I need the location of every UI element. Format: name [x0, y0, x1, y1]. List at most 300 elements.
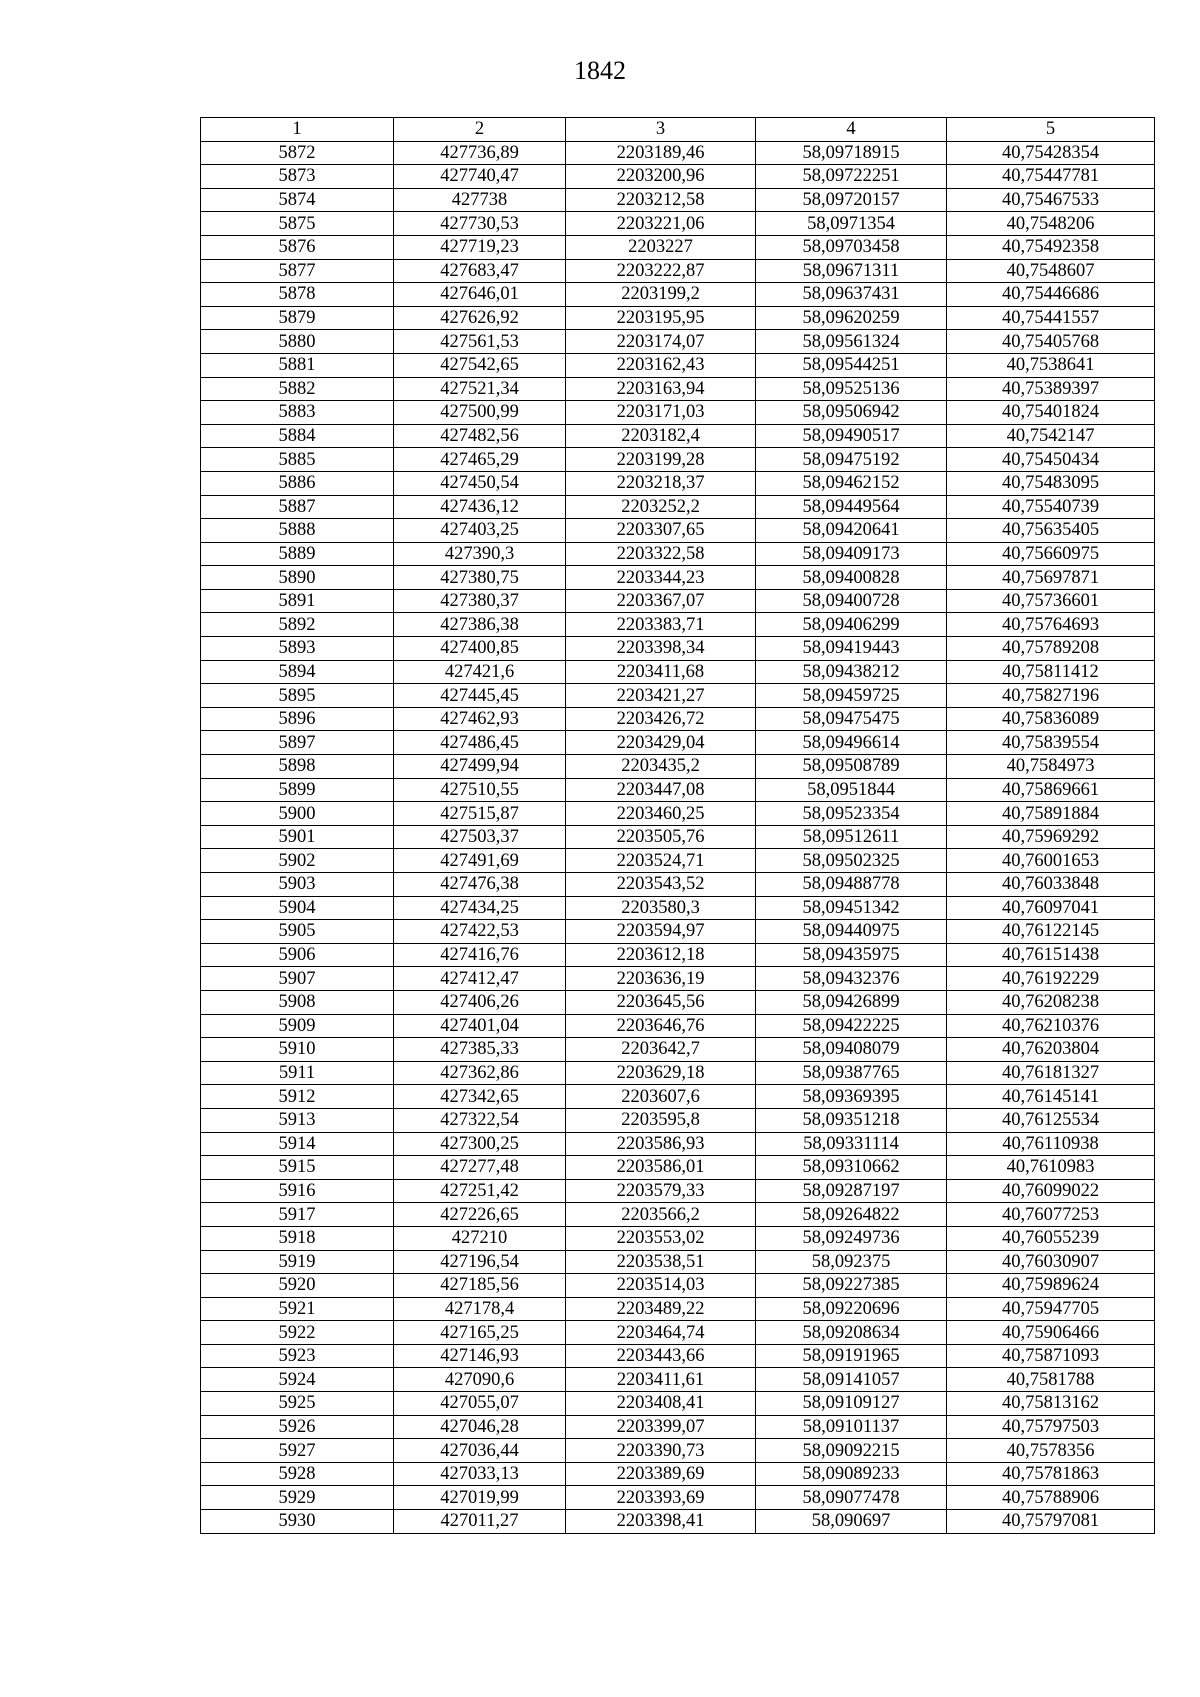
y-coordinate-cell: 2203646,76: [566, 1014, 756, 1038]
y-coordinate-cell: 2203586,93: [566, 1132, 756, 1156]
x-coordinate-cell: 427683,47: [394, 259, 566, 283]
y-coordinate-cell: 2203163,94: [566, 377, 756, 401]
coordinates-table: [200, 117, 1155, 1534]
latitude-cell: 58,0951844: [756, 778, 947, 802]
latitude-cell: 58,09671311: [756, 259, 947, 283]
table-row: [201, 1392, 1155, 1416]
x-coordinate-cell: 427406,26: [394, 990, 566, 1014]
longitude-cell: 40,75788906: [947, 1486, 1155, 1510]
y-coordinate-cell: 2203389,69: [566, 1462, 756, 1486]
longitude-cell: 40,75797503: [947, 1415, 1155, 1439]
longitude-cell: 40,7548607: [947, 259, 1155, 283]
point-number-cell: 5890: [201, 566, 394, 590]
x-coordinate-cell: 427738: [394, 188, 566, 212]
latitude-cell: 58,09426899: [756, 990, 947, 1014]
longitude-cell: 40,76001653: [947, 849, 1155, 873]
x-coordinate-cell: 427165,25: [394, 1321, 566, 1345]
longitude-cell: 40,75405768: [947, 330, 1155, 354]
latitude-cell: 58,09077478: [756, 1486, 947, 1510]
table-row: [201, 141, 1155, 165]
latitude-cell: 58,09422225: [756, 1014, 947, 1038]
y-coordinate-cell: 2203398,41: [566, 1510, 756, 1534]
longitude-cell: 40,75813162: [947, 1392, 1155, 1416]
latitude-cell: 58,09208634: [756, 1321, 947, 1345]
table-body: [201, 141, 1155, 1533]
longitude-cell: 40,75789208: [947, 637, 1155, 661]
longitude-cell: 40,76151438: [947, 943, 1155, 967]
longitude-cell: 40,75891884: [947, 802, 1155, 826]
table-row: [201, 1226, 1155, 1250]
y-coordinate-cell: 2203464,74: [566, 1321, 756, 1345]
x-coordinate-cell: 427521,34: [394, 377, 566, 401]
y-coordinate-cell: 2203383,71: [566, 613, 756, 637]
x-coordinate-cell: 427380,75: [394, 566, 566, 590]
x-coordinate-cell: 427434,25: [394, 896, 566, 920]
longitude-cell: 40,75492358: [947, 235, 1155, 259]
table-row: [201, 519, 1155, 543]
latitude-cell: 58,09459725: [756, 684, 947, 708]
table-row: [201, 471, 1155, 495]
y-coordinate-cell: 2203227: [566, 235, 756, 259]
table-row: [201, 1156, 1155, 1180]
table-row: [201, 1108, 1155, 1132]
table-row: [201, 1297, 1155, 1321]
point-number-cell: 5894: [201, 660, 394, 684]
latitude-cell: 58,09101137: [756, 1415, 947, 1439]
table-row: [201, 1415, 1155, 1439]
table-row: [201, 1510, 1155, 1534]
latitude-cell: 58,09249736: [756, 1226, 947, 1250]
y-coordinate-cell: 2203607,6: [566, 1085, 756, 1109]
latitude-cell: 58,09462152: [756, 471, 947, 495]
latitude-cell: 58,092375: [756, 1250, 947, 1274]
point-number-cell: 5929: [201, 1486, 394, 1510]
point-number-cell: 5916: [201, 1179, 394, 1203]
point-number-cell: 5928: [201, 1462, 394, 1486]
latitude-cell: 58,09637431: [756, 283, 947, 307]
x-coordinate-cell: 427500,99: [394, 401, 566, 425]
latitude-cell: 58,09544251: [756, 353, 947, 377]
latitude-cell: 58,09409173: [756, 542, 947, 566]
x-coordinate-cell: 427178,4: [394, 1297, 566, 1321]
y-coordinate-cell: 2203642,7: [566, 1038, 756, 1062]
y-coordinate-cell: 2203390,73: [566, 1439, 756, 1463]
table-row: [201, 1439, 1155, 1463]
table-row: [201, 1085, 1155, 1109]
y-coordinate-cell: 2203367,07: [566, 589, 756, 613]
y-coordinate-cell: 2203566,2: [566, 1203, 756, 1227]
longitude-cell: 40,75764693: [947, 613, 1155, 637]
longitude-cell: 40,75906466: [947, 1321, 1155, 1345]
latitude-cell: 58,09220696: [756, 1297, 947, 1321]
x-coordinate-cell: 427499,94: [394, 755, 566, 779]
latitude-cell: 58,09451342: [756, 896, 947, 920]
y-coordinate-cell: 2203586,01: [566, 1156, 756, 1180]
longitude-cell: 40,76077253: [947, 1203, 1155, 1227]
table-row: [201, 377, 1155, 401]
point-number-cell: 5877: [201, 259, 394, 283]
y-coordinate-cell: 2203421,27: [566, 684, 756, 708]
latitude-cell: 58,09387765: [756, 1061, 947, 1085]
y-coordinate-cell: 2203322,58: [566, 542, 756, 566]
x-coordinate-cell: 427736,89: [394, 141, 566, 165]
y-coordinate-cell: 2203594,97: [566, 920, 756, 944]
x-coordinate-cell: 427465,29: [394, 448, 566, 472]
point-number-cell: 5896: [201, 707, 394, 731]
point-number-cell: 5908: [201, 990, 394, 1014]
point-number-cell: 5915: [201, 1156, 394, 1180]
longitude-cell: 40,75389397: [947, 377, 1155, 401]
table-row: [201, 755, 1155, 779]
x-coordinate-cell: 427385,33: [394, 1038, 566, 1062]
table-row: [201, 165, 1155, 189]
x-coordinate-cell: 427436,12: [394, 495, 566, 519]
table-row: [201, 306, 1155, 330]
latitude-cell: 58,09406299: [756, 613, 947, 637]
table-row: [201, 825, 1155, 849]
x-coordinate-cell: 427036,44: [394, 1439, 566, 1463]
table-header-row: [201, 118, 1155, 142]
x-coordinate-cell: 427300,25: [394, 1132, 566, 1156]
latitude-cell: 58,09264822: [756, 1203, 947, 1227]
latitude-cell: 58,09720157: [756, 188, 947, 212]
point-number-cell: 5925: [201, 1392, 394, 1416]
x-coordinate-cell: 427491,69: [394, 849, 566, 873]
table-row: [201, 1061, 1155, 1085]
point-number-cell: 5924: [201, 1368, 394, 1392]
latitude-cell: 58,09400828: [756, 566, 947, 590]
table-row: [201, 731, 1155, 755]
longitude-cell: 40,76099022: [947, 1179, 1155, 1203]
y-coordinate-cell: 2203538,51: [566, 1250, 756, 1274]
x-coordinate-cell: 427400,85: [394, 637, 566, 661]
y-coordinate-cell: 2203195,95: [566, 306, 756, 330]
latitude-cell: 58,09369395: [756, 1085, 947, 1109]
x-coordinate-cell: 427476,38: [394, 873, 566, 897]
column-header-5: 5: [947, 118, 1155, 142]
latitude-cell: 58,09488778: [756, 873, 947, 897]
point-number-cell: 5893: [201, 637, 394, 661]
latitude-cell: 58,09435975: [756, 943, 947, 967]
longitude-cell: 40,75811412: [947, 660, 1155, 684]
point-number-cell: 5881: [201, 353, 394, 377]
x-coordinate-cell: 427277,48: [394, 1156, 566, 1180]
table-row: [201, 1132, 1155, 1156]
point-number-cell: 5879: [201, 306, 394, 330]
y-coordinate-cell: 2203171,03: [566, 401, 756, 425]
point-number-cell: 5905: [201, 920, 394, 944]
table-row: [201, 1274, 1155, 1298]
table-row: [201, 967, 1155, 991]
latitude-cell: 58,09561324: [756, 330, 947, 354]
point-number-cell: 5883: [201, 401, 394, 425]
y-coordinate-cell: 2203182,4: [566, 424, 756, 448]
latitude-cell: 58,09449564: [756, 495, 947, 519]
table-row: [201, 684, 1155, 708]
table-row: [201, 283, 1155, 307]
latitude-cell: 58,09310662: [756, 1156, 947, 1180]
x-coordinate-cell: 427019,99: [394, 1486, 566, 1510]
x-coordinate-cell: 427422,53: [394, 920, 566, 944]
x-coordinate-cell: 427210: [394, 1226, 566, 1250]
point-number-cell: 5874: [201, 188, 394, 212]
table-row: [201, 707, 1155, 731]
y-coordinate-cell: 2203212,58: [566, 188, 756, 212]
latitude-cell: 58,09703458: [756, 235, 947, 259]
table-row: [201, 495, 1155, 519]
longitude-cell: 40,75483095: [947, 471, 1155, 495]
y-coordinate-cell: 2203408,41: [566, 1392, 756, 1416]
y-coordinate-cell: 2203221,06: [566, 212, 756, 236]
y-coordinate-cell: 2203398,34: [566, 637, 756, 661]
longitude-cell: 40,7538641: [947, 353, 1155, 377]
point-number-cell: 5895: [201, 684, 394, 708]
table-row: [201, 660, 1155, 684]
latitude-cell: 58,09722251: [756, 165, 947, 189]
x-coordinate-cell: 427386,38: [394, 613, 566, 637]
longitude-cell: 40,76145141: [947, 1085, 1155, 1109]
x-coordinate-cell: 427542,65: [394, 353, 566, 377]
table-row: [201, 212, 1155, 236]
longitude-cell: 40,75827196: [947, 684, 1155, 708]
latitude-cell: 58,09440975: [756, 920, 947, 944]
point-number-cell: 5897: [201, 731, 394, 755]
table-row: [201, 802, 1155, 826]
latitude-cell: 58,09506942: [756, 401, 947, 425]
table-row: [201, 259, 1155, 283]
point-number-cell: 5911: [201, 1061, 394, 1085]
column-header-3: 3: [566, 118, 756, 142]
longitude-cell: 40,7581788: [947, 1368, 1155, 1392]
table-row: [201, 235, 1155, 259]
longitude-cell: 40,75736601: [947, 589, 1155, 613]
longitude-cell: 40,75446686: [947, 283, 1155, 307]
point-number-cell: 5918: [201, 1226, 394, 1250]
x-coordinate-cell: 427561,53: [394, 330, 566, 354]
longitude-cell: 40,75969292: [947, 825, 1155, 849]
table-row: [201, 943, 1155, 967]
y-coordinate-cell: 2203426,72: [566, 707, 756, 731]
x-coordinate-cell: 427740,47: [394, 165, 566, 189]
latitude-cell: 58,09620259: [756, 306, 947, 330]
x-coordinate-cell: 427515,87: [394, 802, 566, 826]
y-coordinate-cell: 2203595,8: [566, 1108, 756, 1132]
y-coordinate-cell: 2203580,3: [566, 896, 756, 920]
latitude-cell: 58,09419443: [756, 637, 947, 661]
latitude-cell: 58,0971354: [756, 212, 947, 236]
point-number-cell: 5926: [201, 1415, 394, 1439]
table-row: [201, 566, 1155, 590]
point-number-cell: 5907: [201, 967, 394, 991]
longitude-cell: 40,75660975: [947, 542, 1155, 566]
point-number-cell: 5898: [201, 755, 394, 779]
point-number-cell: 5904: [201, 896, 394, 920]
longitude-cell: 40,75635405: [947, 519, 1155, 543]
latitude-cell: 58,09496614: [756, 731, 947, 755]
point-number-cell: 5900: [201, 802, 394, 826]
table-row: [201, 1250, 1155, 1274]
point-number-cell: 5912: [201, 1085, 394, 1109]
y-coordinate-cell: 2203174,07: [566, 330, 756, 354]
y-coordinate-cell: 2203505,76: [566, 825, 756, 849]
x-coordinate-cell: 427486,45: [394, 731, 566, 755]
x-coordinate-cell: 427730,53: [394, 212, 566, 236]
table-row: [201, 448, 1155, 472]
y-coordinate-cell: 2203447,08: [566, 778, 756, 802]
table-row: [201, 613, 1155, 637]
latitude-cell: 58,09512611: [756, 825, 947, 849]
y-coordinate-cell: 2203612,18: [566, 943, 756, 967]
x-coordinate-cell: 427362,86: [394, 1061, 566, 1085]
table-row: [201, 1203, 1155, 1227]
x-coordinate-cell: 427503,37: [394, 825, 566, 849]
longitude-cell: 40,75467533: [947, 188, 1155, 212]
point-number-cell: 5910: [201, 1038, 394, 1062]
y-coordinate-cell: 2203218,37: [566, 471, 756, 495]
point-number-cell: 5888: [201, 519, 394, 543]
longitude-cell: 40,76210376: [947, 1014, 1155, 1038]
x-coordinate-cell: 427416,76: [394, 943, 566, 967]
y-coordinate-cell: 2203460,25: [566, 802, 756, 826]
longitude-cell: 40,76033848: [947, 873, 1155, 897]
y-coordinate-cell: 2203252,2: [566, 495, 756, 519]
table-row: [201, 542, 1155, 566]
longitude-cell: 40,7578356: [947, 1439, 1155, 1463]
point-number-cell: 5923: [201, 1344, 394, 1368]
longitude-cell: 40,7610983: [947, 1156, 1155, 1180]
latitude-cell: 58,09141057: [756, 1368, 947, 1392]
longitude-cell: 40,76192229: [947, 967, 1155, 991]
y-coordinate-cell: 2203443,66: [566, 1344, 756, 1368]
latitude-cell: 58,09438212: [756, 660, 947, 684]
y-coordinate-cell: 2203636,19: [566, 967, 756, 991]
point-number-cell: 5873: [201, 165, 394, 189]
longitude-cell: 40,7542147: [947, 424, 1155, 448]
y-coordinate-cell: 2203543,52: [566, 873, 756, 897]
point-number-cell: 5876: [201, 235, 394, 259]
latitude-cell: 58,09432376: [756, 967, 947, 991]
point-number-cell: 5885: [201, 448, 394, 472]
longitude-cell: 40,7548206: [947, 212, 1155, 236]
latitude-cell: 58,09420641: [756, 519, 947, 543]
latitude-cell: 58,09351218: [756, 1108, 947, 1132]
y-coordinate-cell: 2203199,28: [566, 448, 756, 472]
x-coordinate-cell: 427626,92: [394, 306, 566, 330]
latitude-cell: 58,09508789: [756, 755, 947, 779]
longitude-cell: 40,76125534: [947, 1108, 1155, 1132]
y-coordinate-cell: 2203189,46: [566, 141, 756, 165]
x-coordinate-cell: 427146,93: [394, 1344, 566, 1368]
y-coordinate-cell: 2203553,02: [566, 1226, 756, 1250]
longitude-cell: 40,76110938: [947, 1132, 1155, 1156]
y-coordinate-cell: 2203429,04: [566, 731, 756, 755]
latitude-cell: 58,090697: [756, 1510, 947, 1534]
table-row: [201, 990, 1155, 1014]
table-row: [201, 1038, 1155, 1062]
longitude-cell: 40,7584973: [947, 755, 1155, 779]
point-number-cell: 5880: [201, 330, 394, 354]
point-number-cell: 5882: [201, 377, 394, 401]
latitude-cell: 58,09287197: [756, 1179, 947, 1203]
point-number-cell: 5891: [201, 589, 394, 613]
x-coordinate-cell: 427462,93: [394, 707, 566, 731]
longitude-cell: 40,75839554: [947, 731, 1155, 755]
latitude-cell: 58,09475475: [756, 707, 947, 731]
table-row: [201, 1344, 1155, 1368]
y-coordinate-cell: 2203307,65: [566, 519, 756, 543]
latitude-cell: 58,09089233: [756, 1462, 947, 1486]
x-coordinate-cell: 427450,54: [394, 471, 566, 495]
x-coordinate-cell: 427185,56: [394, 1274, 566, 1298]
x-coordinate-cell: 427251,42: [394, 1179, 566, 1203]
y-coordinate-cell: 2203579,33: [566, 1179, 756, 1203]
longitude-cell: 40,75871093: [947, 1344, 1155, 1368]
longitude-cell: 40,75836089: [947, 707, 1155, 731]
table-row: [201, 1486, 1155, 1510]
point-number-cell: 5902: [201, 849, 394, 873]
point-number-cell: 5872: [201, 141, 394, 165]
longitude-cell: 40,76055239: [947, 1226, 1155, 1250]
longitude-cell: 40,75428354: [947, 141, 1155, 165]
table-row: [201, 1462, 1155, 1486]
table-row: [201, 778, 1155, 802]
table-row: [201, 1368, 1155, 1392]
y-coordinate-cell: 2203393,69: [566, 1486, 756, 1510]
point-number-cell: 5920: [201, 1274, 394, 1298]
x-coordinate-cell: 427046,28: [394, 1415, 566, 1439]
y-coordinate-cell: 2203162,43: [566, 353, 756, 377]
longitude-cell: 40,75947705: [947, 1297, 1155, 1321]
page-number: 1842: [574, 56, 626, 85]
x-coordinate-cell: 427033,13: [394, 1462, 566, 1486]
longitude-cell: 40,75781863: [947, 1462, 1155, 1486]
longitude-cell: 40,75450434: [947, 448, 1155, 472]
x-coordinate-cell: 427401,04: [394, 1014, 566, 1038]
longitude-cell: 40,75441557: [947, 306, 1155, 330]
point-number-cell: 5884: [201, 424, 394, 448]
x-coordinate-cell: 427510,55: [394, 778, 566, 802]
x-coordinate-cell: 427445,45: [394, 684, 566, 708]
column-header-2: 2: [394, 118, 566, 142]
longitude-cell: 40,75797081: [947, 1510, 1155, 1534]
point-number-cell: 5917: [201, 1203, 394, 1227]
table-row: [201, 637, 1155, 661]
latitude-cell: 58,09408079: [756, 1038, 947, 1062]
point-number-cell: 5878: [201, 283, 394, 307]
point-number-cell: 5889: [201, 542, 394, 566]
table-row: [201, 401, 1155, 425]
longitude-cell: 40,75869661: [947, 778, 1155, 802]
x-coordinate-cell: 427646,01: [394, 283, 566, 307]
point-number-cell: 5875: [201, 212, 394, 236]
x-coordinate-cell: 427322,54: [394, 1108, 566, 1132]
longitude-cell: 40,76181327: [947, 1061, 1155, 1085]
latitude-cell: 58,09525136: [756, 377, 947, 401]
latitude-cell: 58,09227385: [756, 1274, 947, 1298]
latitude-cell: 58,09490517: [756, 424, 947, 448]
x-coordinate-cell: 427390,3: [394, 542, 566, 566]
y-coordinate-cell: 2203200,96: [566, 165, 756, 189]
table-row: [201, 896, 1155, 920]
x-coordinate-cell: 427342,65: [394, 1085, 566, 1109]
y-coordinate-cell: 2203411,61: [566, 1368, 756, 1392]
point-number-cell: 5906: [201, 943, 394, 967]
point-number-cell: 5899: [201, 778, 394, 802]
y-coordinate-cell: 2203524,71: [566, 849, 756, 873]
y-coordinate-cell: 2203645,56: [566, 990, 756, 1014]
longitude-cell: 40,76203804: [947, 1038, 1155, 1062]
table-row: [201, 353, 1155, 377]
